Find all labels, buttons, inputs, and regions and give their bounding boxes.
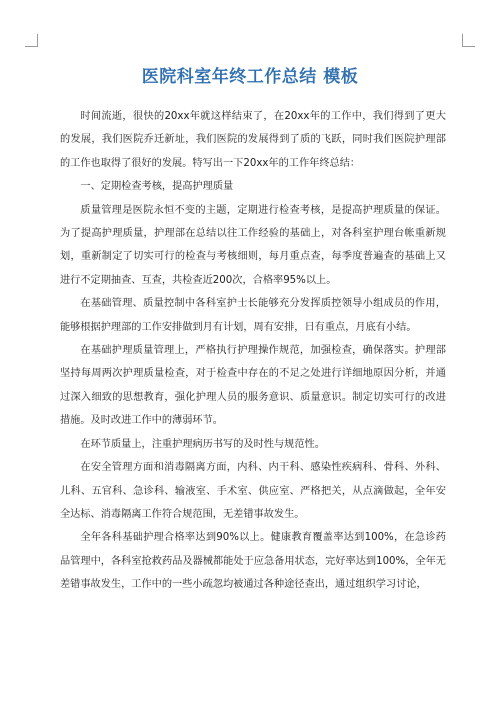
- section-heading: 一、定期检查考核，提高护理质量: [80, 181, 234, 193]
- paragraph-process-quality: 在环节质量上，注重护理病历书写的及时性与规范性。: [80, 438, 325, 450]
- paragraph-basic-management: 在基础管理、质量控制中各科室护士长能够充分发挥质控领导小组成员的作用，能够根据护理部的工作安排做到月有计划，周有安排，日有重点，月底有小结。: [60, 298, 446, 333]
- paragraph-annual-rates: 全年各科基础护理合格率达到90%以上。健康教育覆盖率达到100%，在急诊药品管理中，各科室抢救药品及器械都能处于应急备用状态，完好率达到100%，全年无差错事故发生，工作中的一些小疏忽均被通过各种途径查出，通过组织学习讨论，: [60, 532, 446, 591]
- paragraph-safety: 在安全管理方面和消毒隔离方面，内科、内干科、感染性疾病科、骨科、外科、儿科、五官科、急诊科、输液室、手术室、供应室、严格把关，从点滴做起，全年安全达标、消毒隔离工作符合规范围，无差错事故发生。: [60, 462, 446, 520]
- paragraph-basic-nursing: 在基础护理质量管理上，严格执行护理操作规范，加强检查，确保落实。护理部坚持每周两次护理质量检查，对于检查中存在的不足之处进行详细地原因分析，并通过深入细致的思想教育，强化护理人员的服务意识、质量意识。制定切实可行的改进措施。及时改进工作中的薄弱环节。: [60, 345, 446, 427]
- document-body: [60, 105, 446, 597]
- crop-mark-top-left: [25, 34, 38, 47]
- paragraph-intro: 时间流逝，很快的20xx年就这样结束了，在20xx年的工作中，我们得到了更大的发展，我们医院乔迁新址，我们医院的发展得到了质的飞跃，同时我们医院护理部的工作也取得了很好的发展。特写出一下20xx年的工作年终总结：: [60, 111, 446, 169]
- paragraph-quality: 质量管理是医院永恒不变的主题，定期进行检查考核，是提高护理质量的保证。为了提高护理质量，护理部在总结以往工作经验的基础上，对各科室护理台帐重新规划，重新制定了切实可行的检查与考核细则，每月重点查，每季度普遍查的基础上又进行不定期抽查、互查，共检查近200次，合格率95%以上。: [60, 204, 446, 286]
- document-title: 医院科室年终工作总结 模板: [141, 67, 359, 87]
- crop-mark-top-right: [462, 34, 475, 47]
